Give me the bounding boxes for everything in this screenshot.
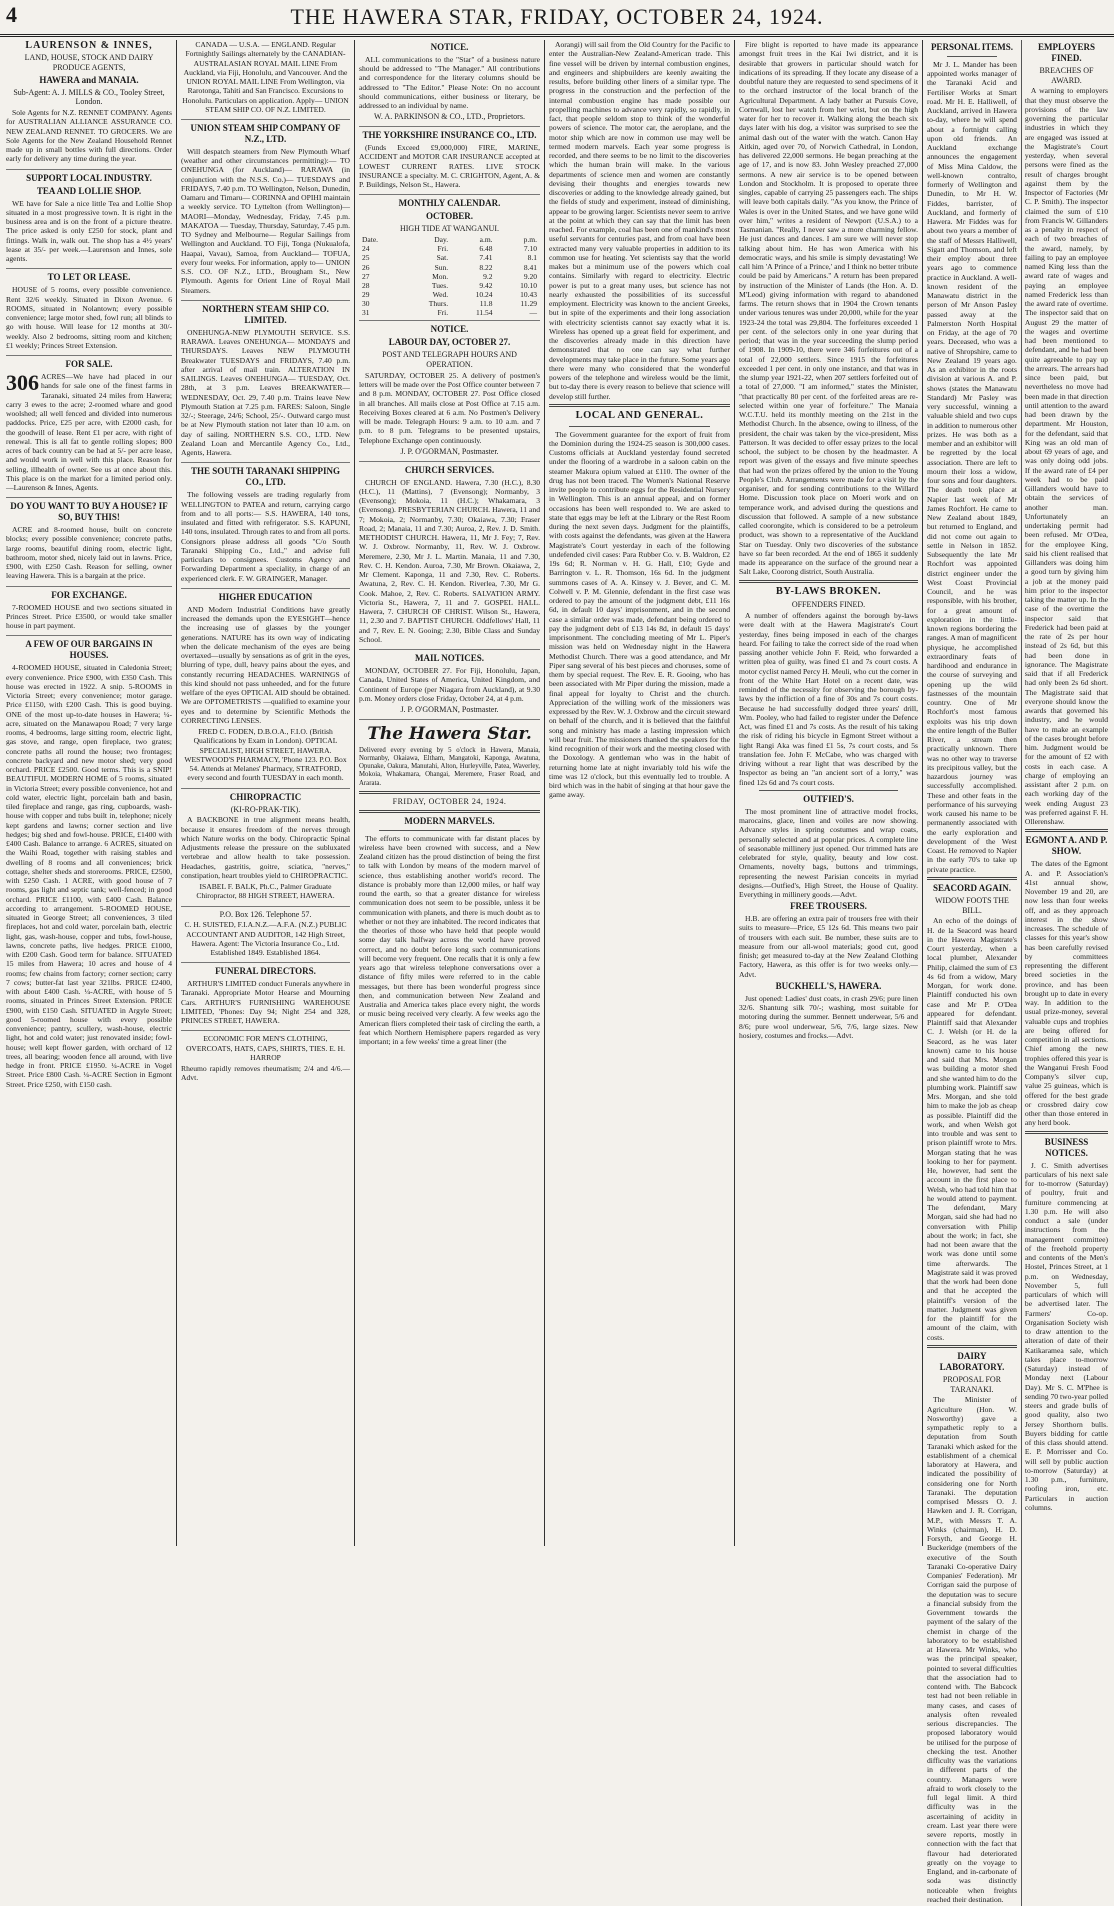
tide-cell: 8.1 bbox=[527, 253, 537, 263]
tide-table bbox=[359, 235, 540, 317]
tide-cell: 30 bbox=[362, 299, 370, 309]
higher-education-body: AND Modern Industrial Conditions have greatly increased the demands upon the EYESIGHT—hence the increasing use of glasses by the younger generations. NATURE has its own way of indicating when the delicate mechanism of the eyes are being overtaxed—usually by sensations as of grit in the eyes, blurring of type, dull, heavy pains about the eyes, and constantly recurring HEADACHES. WARNINGS of this kind should not pass unheeded, and for the future welfare of the eyes OPTICAL AID should be obtained. We are OPTOMETRISTS —qualified to examine your eyes and to determine by Scientific Methods the CORRECTING LENSES. bbox=[181, 604, 350, 725]
tide-cell: 9.20 bbox=[523, 271, 537, 281]
calendar-title: MONTHLY CALENDAR. bbox=[398, 198, 501, 209]
tide-cell: 9.42 bbox=[479, 280, 493, 290]
delivery-note: Delivered every evening by 5 o'clock in Hawera, Manaia, Normanby, Okaiawa, Eltham, Mangatoki, Kaponga, Awatuna, Opunake, Oakura, Manutahi, Alton, Hurleyville, Patea, Waverley, Mokoia, Whakamara, Ohangai, Meremere, Fraser Road, and Ararata. bbox=[359, 746, 540, 787]
tide-cell: 7.41 bbox=[479, 253, 493, 263]
higher-education-ad bbox=[181, 592, 350, 789]
column-6 bbox=[923, 40, 1112, 1904]
tide-cell: Fri. bbox=[437, 308, 449, 318]
to-let-body: HOUSE of 5 rooms, every possible convenience. Rent 32/6 weekly. Situated in Dixon Avenue. 6 ROOMS, situated in Nolantown; every possible convenience; large motor shed, fowl run; all blinds to go with house. Will lease for 12 months at 30/- weekly. Also 2 bedrooms, sitting room and kitchen; £1 weekly; Princes Street Extension. bbox=[6, 285, 172, 350]
tide-cell: 10.10 bbox=[520, 280, 537, 290]
outfieds-title: OUTFIED'S. bbox=[803, 793, 854, 804]
for-sale-body: ACRES—We have had placed in our hands for sale one of the finest farms in Taranaki, situated 24 miles from Hawera; carry 3 ewes to the acre; 2-roomed whare and good woolshed; all well fenced and divided into numerous paddocks. Price, £25 per acre, with £2000 cash, for the goodwill of lease. Rent £1 per acre, with right of renewal. This is all fat to gentle rolling slopes; 800 acres of back country can be had at 5/- per acre lease, and would work in well with this place. Reason for selling, illhealth of owner. See us at once about this. This place is on the market for a limited period only.—Laurenson & Innes, Agents. bbox=[6, 372, 172, 493]
notice-sign: W. A. PARKINSON & CO., LTD., Proprietors. bbox=[374, 112, 525, 122]
laurenson-name: LAURENSON & INNES, bbox=[25, 40, 153, 51]
tide-cell: 31 bbox=[362, 308, 370, 318]
egmont-body: The dates of the Egmont A. and P. Association's 41st annual show, November 19 and 20, are now less than four weeks off, and as they approach interest in the show increases. The schedule of classes for this year's show has been carefully revised by committees representing the different breed societies in the province, and has been brought up to date in every way. In addition to the usual prize-money, several valuable cups and trophies are being offered for competition in all sections. Chief among the new trophies offered this year is the Wanganui Fresh Food Company's silver cup, value 25 guineas, which is offered for the best grade or crossbred dairy cow other than those entered in any herd book. bbox=[1024, 859, 1108, 1128]
column-5 bbox=[735, 40, 923, 1546]
bylaws-sub: OFFENDERS FINED. bbox=[791, 600, 866, 610]
for-sale-acreage: 306 bbox=[6, 370, 39, 396]
tide-cell: 11.29 bbox=[520, 299, 537, 309]
tide-cell: Wed. bbox=[432, 289, 449, 299]
bylaws-title: BY-LAWS BROKEN. bbox=[775, 585, 882, 597]
column-2 bbox=[177, 40, 355, 1546]
dairy-body: The Minister of Agriculture (Hon. W. Nosworthy) gave a sympathetic reply to a deputation from South Taranaki which asked for the establishment of a chemical laboratory at Hawera, and indicated the possibility of considering one for North Taranaki. The deputation comprised Messrs O. J. Hawken and J. R. Corrigan, M.P., with Messrs T. A. Winks (chairman), H. D. Forsyth, and George H. Buckeridge (members of the executive of the South Taranaki Co-operative Dairy Companies' Federation). Mr Corrigan said the purpose of the deputation was to secure a financial subsidy from the Government towards the payment of the salary of the chemist in charge of the laboratory to be established at Hawera. Mr Winks, who was the principal speaker, pointed to several difficulties that the association had to contend with. The Babcock test had not been reliable in many cases, and cases of analysis often revealed serious discrepancies. The proposed laboratory would be utilised for the purpose of checking the test. Another difficulty was the variations in different parts of the country. Managers were afraid to work closely to the full legal limit. A third difficulty was in the ascertaining of acidity in cream. Last year there were severe reports, mostly in connection with the fact that flavour had deteriorated greatly on the voyage to England, and in-carbonate of soda was distinctly noticeable when freights reached their destination. bbox=[927, 1395, 1017, 1904]
tide-row bbox=[359, 281, 540, 290]
chiropractic-title: CHIROPRACTIC bbox=[229, 791, 302, 802]
tide-cell: 11.8 bbox=[479, 299, 493, 309]
support-ad bbox=[6, 173, 172, 270]
buckhells-body: Just opened: Ladies' dust coats, in crash 29/6; pure linen 32/6. Shantung silk 70/-; washing, most suitable for motoring during the summer. Bennett underwear, 5/6 and 8/6; pure wool underwear, 5/6, 7/6, large sizes. New hosiery, costumes and frocks.—Advt. bbox=[739, 993, 918, 1040]
personal-body: Mr J. L. Mander has been appointed works manager of the Taranaki Acid and Fertiliser Works at Smart road. Mr H. E. Halliwell, of Auckland, arrived in Hawera to-day, where he will spend about a fortnight calling upon old friends. An Auckland exchange announces the engagement of Miss Mina Caldow, the well-known contralto, formerly of Wellington and Dunedin, to Mr H. W. Fiddes, barrister, of Auckland, and formerly of Hawera. Mr Fiddes was for about two years a member of the staff of Messrs Halliwell, Sigatt and Thomson, and left their employ about three years ago to commence practice in Auckland. A well-known resident of the Manawatu district in the person of Mr Anson Pasley passed away at the Palmerston North Hospital on Friday, at the age of 70 years. Deceased, who was a native of Shropshire, came to New Zealand 19 years ago. As an exhibitor in the roots division at various A. and P. shows (states the Manawatu Standard) Mr Pasley was very successful, winning a valuable shield and two cups in addition to numerous other prizes. He was both as a member and an exhibitor will be regretted by the local association. There are left to mourn their loss a widow, four sons and four daughters. The death took place at Napier last week of Mr James Rochfort. He came to New Zealand about 1849, but returned to England, and did not come out again to settle in Nelson in 1852. Subsequently the late Mr Rochfort was appointed district engineer under the West Coast Provincial Council, and he was responsible, with his brother, for a great amount of exploration in the little-known regions bordering the ranges. A man of magnificent physique, he accomplished extraordinary feats of hardihood and endurance in the course of surveying and opening up the wild fastnesses of the mountain country. One of Mr Rochfort's most famous exploits was his trip down the entire length of the Buller River, a stream then practically unknown. There was no other way to traverse its precipitous valley, but the hazardous journey was successfully accomplished. These and other feats in the performance of his surveying work caused his name to be permanently associated with the early exploration and development of the West Coast. He removed to Napier in the early 70's to take up private practice. bbox=[927, 59, 1017, 874]
church-title: CHURCH SERVICES. bbox=[404, 464, 495, 475]
editorial-block bbox=[359, 724, 540, 1047]
tide-cell: 8.22 bbox=[479, 262, 493, 272]
foden-ad: FRED C. FODEN, D.B.O.A., F.I.O. (British Qualifications by Exam in London). OPTICAL SPECIALIST, HIGH STREET, HAWERA. WESTWOOD'S PHARMACY, 'Phone 123. P.O. Box 54. Attends at Melanes' Pharmacy, STRATFORD, every second and fourth TUESDAY in each month. bbox=[184, 727, 347, 783]
support-sub: TEA AND LOLLIE SHOP. bbox=[36, 185, 142, 196]
dairy-title: DAIRY LABORATORY. bbox=[939, 1350, 1005, 1372]
buy-house-heading: DO YOU WANT TO BUY A HOUSE? IF SO, BUY THIS! bbox=[10, 501, 168, 523]
dairy-sub: PROPOSAL FOR TARANAKI. bbox=[942, 1374, 1002, 1394]
employers-body: A warning to employers that they must observe the provisions of the law governing the particular industries in which they are engaged was issued at the Magistrate's Court yesterday, when several persons were fined as the result of charges brought against them by the Inspector of Factories (Mr C. P. Smith). The inspector claimed the sum of £10 from Francis W. Gillanders as a penalty in respect of each of two breaches of the award, namely, by failing to pay an employee named King less than the award rate of wages and paying an employee named Frederick less than the award rate of overtime. The inspector said that on August 29 the matter of the wages and overtime had been mentioned to defendant, and he had been quite agreeable to pay up the arrears. The arrears had since been paid, but nevertheless no move had been made in that direction until attention to the award had been drawn by the department. Mr Houston, for the defendant, said that King was an old man of about 69 years of age, and was only doing odd jobs. If the award rate of £4 per week had to be paid Gillanders would have to obtain the services of another man. Unfortunately an undertaking permit had been refused. Mr O'Dea, for the employee King, said his client realised that Gillanders was doing him a good turn by giving him a job at the money paid him prior to the inspector taking the matter up. In the case of the overtime the inspector said that Frederick had been paid at the rate of 2s per hour instead of 2s 6d, but this had been done in ignorance. The Magistrate said that if all Frederick had only been 2s 6d short. The Magistrate said that everyone should know the awards that governed his industry, and he would have to make an example of the cases brought before him. Judgment would be for the amount of £2 with costs in each case. A charge of employing an assistant after 2 p.m. on each working day of the week ending August 23 was preferred against F. H. Ollerenshaw. bbox=[1024, 86, 1108, 827]
tide-cell: Mon. bbox=[432, 271, 449, 281]
bargains-heading: A FEW OF OUR BARGAINS IN HOUSES. bbox=[25, 639, 153, 661]
tide-row bbox=[359, 253, 540, 262]
trousers-title: FREE TROUSERS. bbox=[790, 901, 867, 912]
laurenson-ad bbox=[6, 40, 172, 170]
buckhells-title: BUCKHELL'S, HAWERA. bbox=[775, 980, 882, 991]
masthead-title: THE HAWERA STAR, FRIDAY, OCTOBER 24, 1924. bbox=[290, 4, 824, 29]
notice-title: NOTICE. bbox=[430, 42, 469, 52]
rheumo-advt: Rheumo rapidly removes rheumatism; 2/4 and 4/6.—Advt. bbox=[181, 1064, 350, 1083]
tide-cell: Sun. bbox=[434, 262, 449, 272]
south-taranaki-body: The following vessels are trading regularly from WELLINGTON to PATEA and return, carrying cargo from and to all ports:— S.S. HAWERA, 140 tons, insulated and fitted with refrigerator. S.S. KAPUNI, 140 tons, insulated. Through rates to and from all ports. Consignors please address all goods "C/o South Taranaki Shipping Co., Ltd.," and advise full particulars to consignees. Customs Agency and Forwarding Department a speciality, in charge of an experienced clerk. F. W. GRAINGER, Manager. bbox=[181, 490, 351, 583]
funeral-title: FUNERAL DIRECTORS. bbox=[215, 966, 316, 977]
modern-marvels-body: The efforts to communicate with far distant places by wireless have been crowned with success, and a New Zealand citizen has the proud distinction of being the first to talk with London by means of the modern marvel of science, thus establishing another world's record. The distance is probably more than 12,000 miles, or half way round the earth, so that a greater distance for wireless communication does not seem to be possible, unless it be communication with planets, and there is much doubt as to whether or not they are inhabited. The record indicates that the theories of those who have held that people would some day talk halfway across the world have proved correct, and no doubt before long such communications will become very frequent. One recalls that it is only a few years ago that wireless telephone conversations over a distance of fifty miles were referred to in the cable messages, but there has been wonderful progress since then, and communication between New Zealand and Australia and America takes place every night, the words or music being received very clearly. A few weeks ago the American fliers completed their task of circling the earth, a feat which Northern Hemisphere papers regarded as very important; in a few weeks' time a great liner (the bbox=[359, 833, 540, 1047]
tide-cell: Sat. bbox=[436, 253, 449, 263]
calendar-month: OCTOBER. bbox=[425, 211, 474, 222]
exchange-heading: FOR EXCHANGE. bbox=[51, 589, 127, 600]
tide-cell: 10.24 bbox=[475, 289, 493, 299]
funeral-ad bbox=[181, 966, 350, 1031]
column-1 bbox=[2, 40, 177, 1546]
business-body: J. C. Smith advertises particulars of his next sale for to-morrow (Saturday) of poultry, fruit and furniture commencing at 1.30 p.m. He will also conduct a sale (under instructions from the management committee) of the freehold property and contents of the Men's Hostel, Princes Street, at 1 p.m. on Wednesday, November 5, full particulars of which will be advertised later. The Farmers' Co-op. Organisation Society wish to draw attention to the alteration of date of their Katikaramea sale, which takes place to-morrow (Saturday) instead of Monday next (Labour Day). Mr S. C. M'Phee is sending 70 two-year polled steers and grade bulls of good quality, also two Jersey Shorthorn bulls. Buyers bidding for cattle of this class should attend. E. P. Morrisser and Co. will sell by public auction to-morrow (Saturday) at 1.30 p.m., furniture, roofing iron, etc. Particulars in auction columns. bbox=[1024, 1160, 1108, 1512]
tide-cell: 24 bbox=[362, 244, 370, 254]
tide-row bbox=[359, 263, 540, 272]
canada-body: CANADA — U.S.A. — ENGLAND. Regular Fortnightly Sailings alternately by the CANADIAN-AUSTRALASIAN ROYAL MAIL LINE From Auckland, via Fiji, Honolulu, and Vancouver. And the UNION ROYAL MAIL LINE From Wellington, via Rarotonga, Tahiti and San Francisco. Excursions to Honolulu. Particulars on application. Apply— UNION STEAM SHIP CO. OF N.Z. LIMITED. bbox=[182, 40, 349, 114]
tide-cell: 9.2 bbox=[483, 271, 493, 281]
laurenson-agents: Sub-Agent: A. J. MILLS & CO., Tooley Street, London. bbox=[13, 87, 165, 107]
buy-house-ad bbox=[6, 501, 172, 586]
tide-cell: 28 bbox=[362, 280, 370, 290]
seacord-body: An echo of the doings of H. de la Seacord was heard in the Hawera Magistrate's Court yesterday, when a local plumber, Alexander Philip, claimed the sum of £3 4s 6d from a widow, Mary Morgan, for work done. Plaintiff conducted his own case and Mr P. O'Dea appeared for defendant. Plaintiff said that Alexander C. J. Welsh (or H. de la Seacord, as he was later known) came to his house and said that Mrs. Morgan was building a motor shed and she wanted him to do the plumbing work. Plaintiff saw Mrs. Morgan, and she told him to make the job as cheap as possible. Plaintiff did the work, and when Welsh got into trouble and was sent to prison plaintiff wrote to Mrs. Morgan stating that he was looking to her for payment. He, however, had sent the account in the first place to Welsh, who had told him that he would attend to payment. The defendant, Mary Morgan, said she had had no conversation with Philip about the work; in fact, she had not been aware that the work was done until some time afterwards. The Magistrate said it was proved that the work had been done and that he accepted the plaintiff's version of the matter. Judgment was given for the plaintiff for the amount of the claim, with costs. bbox=[927, 916, 1017, 1342]
col6-right bbox=[1021, 40, 1108, 1906]
labour-sign: J. P. O'GORMAN, Postmaster. bbox=[400, 446, 499, 456]
chiropractic-body: A BACKBONE in true alignment means health, because it ensures freedom of the nerves through which Nature works on the body. Chiropractic Spinal Adjustments release the pressure on the subluxated vertebrae and allow health to take possession. Headaches, gastritis, goitre, sciatica, "nerves," constipation, heart troubles yield to CHIROPRACTIC. bbox=[181, 815, 350, 880]
bargains-ad bbox=[6, 639, 172, 1093]
tide-row bbox=[359, 299, 540, 308]
northern-body: ONEHUNGA-NEW PLYMOUTH SERVICE. S.S. RARAWA. Leaves ONEHUNGA— MONDAYS and THURSDAYS. Leaves NEW PLYMOUTH Breakwater TUESDAYS and FRIDAYS, 7.40 p.m. after arrival of mail train. ALTERATION IN SAILINGS. Leaves ONEHUNGA— TUESDAY, Oct. 28th, at 3 p.m. Leaves BREAKWATER— WEDNESDAY, Oct. 29, 7.40 p.m. Trains leave New Plymouth Station at 7.25 p.m. FARES: Saloon, Single 32/-; Steerage, 24/6; School, 25/-. Outward cargo must be at New Plymouth station not later than 10 a.m. on day of sailing. NORTHERN S.S. CO., LTD. New Zealand Loan and Mercantile Agency Co., Ltd., Agents, Hawera. bbox=[181, 327, 350, 458]
for-sale-ad bbox=[6, 359, 172, 498]
higher-education-title: HIGHER EDUCATION bbox=[218, 591, 313, 602]
seacord-title: SEACORD AGAIN. bbox=[932, 882, 1011, 893]
to-let-ad bbox=[6, 272, 172, 356]
harrop-ad bbox=[181, 1034, 350, 1087]
union-body: Will despatch steamers from New Plymouth Wharf (weather and other circumstances permitting):— TO ONEHUNGA (for Auckland)— RARAWA (in conjunction with the N.S.S. Co.)— TUESDAYS and FRIDAYS, 7.40 p.m. TO Wellington, Nelson, Dunedin, Oamaru and Timaru— CORINNA and OPIHI maintain a weekly service. TO Lyttelton (from Wellington)— MAORI—Monday, Wednesday, Friday, 7.45 p.m. MAKATOA — Tuesday, Thursday, Saturday, 7.45 p.m. TO Sydney and Melbourne— Regular Sailings from Wellington and Auckland. TO Fiji, Tonga (Nukualofa, Haapai, Vavau), Samoa, from Auckland— TOFUA, every four weeks. For information, apply to— UNION S.S. CO. OF N.Z., LTD., Brougham St., New Plymouth. Agents for Orient Line of Royal Mail Steamers. bbox=[181, 146, 350, 295]
harrop-body: ECONOMIC FOR MEN'S CLOTHING, OVERCOATS, HATS, CAPS, SHIRTS, TIES. E. H. HARROP bbox=[185, 1034, 346, 1062]
trousers-body: H.B. are offering an extra pair of trousers free with their suits to measure—Price, £5 12s 6d. This means two pair of trousers with each suit. Be number, these suits are to measure from our all-wool materials; good cut, good finish; get measured to-day at the New Zealand Clothing Factory, Hawera, as this offer is for two weeks only.—Advt. bbox=[739, 914, 918, 979]
seacord-sub: WIDOW FOOTS THE BILL. bbox=[935, 895, 1009, 915]
yorkshire-body: (Funds Exceed £9,000,000) FIRE, MARINE, ACCIDENT and MOTOR CAR INSURANCE accepted at LOWEST CURRENT RATES. LIVE STOCK INSURANCE a specialty. M. C. CRIGHTON, Agent, A. & P. Buildings, Nelson St., Hawera. bbox=[359, 143, 540, 190]
yorkshire-ad bbox=[359, 130, 540, 195]
newspaper-nameplate: The Hawera Star. bbox=[367, 723, 532, 744]
laurenson-body: Sole Agents for N.Z. RENNET COMPANY. Agents for AUSTRALIAN ALLIANCE ASSURANCE CO. NEW ZEALAND RENNET. TO GROCERS. We are Sole Agents for the New Zealand Household Rennet made up in small bottles with full directions. Order early for delivery any time during the year. bbox=[6, 108, 172, 164]
tide-cell: Fri. bbox=[437, 244, 449, 254]
tide-header: Day. bbox=[434, 235, 449, 245]
calendar-block bbox=[359, 198, 540, 321]
tide-cell: Tues. bbox=[431, 280, 449, 290]
support-body: WE have for Sale a nice little Tea and Lollie Shop situated in a most progressive town. It is right in the business area and is on the front of a picture theatre. The price asked is only £250 for stock, plant and fittings. Walk in, walk out. The shop has a 4½ years' lease at 35/- per week.—Laurenson and Innes, sole agents. bbox=[6, 198, 172, 264]
suisted-body: C. H. SUISTED, F.I.A.N.Z.—A.F.A. (N.Z.) PUBLIC ACCOUNTANT AND AUDITOR, 142 High Street, Hawera. Agent: The Victoria Insurance Co., Ltd. Established 1849. Established 1864. bbox=[184, 920, 347, 957]
columns bbox=[2, 40, 1112, 1904]
notice-block bbox=[359, 42, 540, 127]
business-title: BUSINESS NOTICES. bbox=[1044, 1136, 1089, 1158]
tide-row bbox=[359, 272, 540, 281]
support-heading: SUPPORT LOCAL INDUSTRY. bbox=[26, 172, 152, 183]
exchange-ad bbox=[6, 590, 172, 637]
tide-cell: 8.41 bbox=[523, 262, 537, 272]
tide-cell: 10.43 bbox=[520, 289, 537, 299]
yorkshire-title: THE YORKSHIRE INSURANCE CO., LTD. bbox=[362, 130, 537, 141]
northern-title: NORTHERN STEAM SHIP CO. LIMITED. bbox=[202, 303, 329, 325]
local-general-body: The Government guarantee for the export of fruit from the Dominion during the 1924-25 season is 300,000 cases. Customs officials at Auckland yesterday found secreted under the flooring of a wardrobe in a saloon cabin on the steamer Makura opium valued at £110. The owner of the drug has not been traced. The Women's National Reserve invite people to contribute eggs for the Residential Nursery in Wellington. This is an annual appeal, and on former occasions has been well responded to. We are asked to state that eggs may be left at the Library or the Rest Room during the next seven days. Judgment for the plaintiffs, with costs against the defendants, was given at the Hawera Magistrate's Court yesterday in each of the following undefended civil cases: Para Rubber Co. v. B. Waldron, £2 19s 6d; R. Norman v. H. G. Hall, £10; Gyde and Barrington v. L. R. Thomson, 16s 6d. In the judgment summons cases of A. A. Kinsey v. J. Bever, and C. M. Colwell v. P. M. Glennie, defendant in the first case was ordered to pay the amount of the judgment debt, £11 16s 6d, in default 10 days' imprisonment, and in the second case a similar order was made, defendant being ordered to pay the judgment debt of £13 14s 8d, in default 15 days' imprisonment. The concluding meeting of Mr L. Piper's mission was held on Wednesday night in the Hawera Methodist Church. There was a good attendance, and Mr Piper sang several of his best pieces and choruses, some of them by special request. The Rev. E. R. Gooing, who has been associated with Mr Piper during the mission, made a final appeal for loyalty to Christ and the church. Appreciation of the willing work of the missioners was expressed by the Rev. W. J. Oxbrow and the circuit steward on behalf of the church, and it is believed that the faithful song and ministry has made a lasting impression which will bear fruit. The missioners thanked the speakers for the kind recognition of their work and the meeting closed with the Doxology. A gentleman who was in the habit of returning home late at night invariably told his wife the time was 12 o'clock, but this eventually led to trouble. A bird which was in the habit of singing at that hour gave the game away. bbox=[549, 429, 730, 800]
col6-split bbox=[927, 40, 1108, 1906]
church-services bbox=[359, 465, 540, 650]
laurenson-place: HAWERA and MANAIA. bbox=[39, 74, 139, 85]
canada-ad bbox=[181, 40, 350, 120]
labour-day-notice bbox=[359, 324, 540, 461]
buy-house-body: ACRE and 8-roomed house, built on concrete blocks; every possible convenience; concrete paths, large rooms, beautiful dining room, electric light, bathroom, motor shed, nicely laid out in lawns. Price, £900, with £250 Cash. Reason for selling, owner leaving Hawera. This is a bargain at the price. bbox=[6, 525, 172, 581]
labour-sub: LABOUR DAY, OCTOBER 27. bbox=[388, 337, 511, 348]
personal-title: PERSONAL ITEMS. bbox=[930, 42, 1013, 52]
labour-title: NOTICE. bbox=[430, 324, 469, 335]
egmont-title: EGMONT A. AND P. SHOW. bbox=[1025, 835, 1108, 857]
editorial-date: FRIDAY, OCTOBER 24, 1924. bbox=[392, 796, 507, 806]
exchange-body: 7-ROOMED HOUSE and two sections situated in Princes Street. Price £3500, or would take smaller house in part payment. bbox=[6, 602, 172, 631]
column-4 bbox=[545, 40, 735, 1546]
employers-title: EMPLOYERS FINED. bbox=[1037, 42, 1095, 63]
tide-rows bbox=[359, 244, 540, 317]
mail-sign: J. P. O'GORMAN, Postmaster. bbox=[400, 705, 499, 715]
bargains-body: 4-ROOMED HOUSE, situated in Caledonia Street; every convenience. Price £900, with £350 Cash. This house was erected in 1922. A snip. 5-ROOMS in Victoria Street; every convenience; motor garage. Price £1150, with £200 Cash. This is good buying. ONE of the most up-to-date houses in Hawera; ¼-acre, situated on the Manawapou Road; 7 very large rooms, 4 bedrooms, large sitting room, electric light, gas stove, and range, open fireplace, two grates; concrete paths all round the house; two frontages; concrete backyard and new motor shed; very good orchard. PRICE £2500. Good terms. This is a SNIP! BEAUTIFUL MODERN HOME of 5 rooms, situated in Victoria Street; every possible convenience, hot and cold water, electric light, porcelain bath and basin, tiled fireplace and range, gas ring, cupboards, wash-house with copper and tubs built in, telephone; nicely kept gardens and lawns; corner section and live hedges; big shed and fowl-house. PRICE, £1400 with £400 Cash. Balance to arrange. 6 ACRES, situated on the Waihi Road, together with raising stables and dwelling of 8 rooms and all conveniences; brick cottage, shelter sheds and storerooms. PRICE, £2500, with £250 Cash. 1 ACRE, with good house of 7 rooms, gas light and septic tank; well-fenced; in good orchard. PRICE £1100, with £400 Cash. Balance according to arrangement. 5-ROOMED HOUSE, situated in George Street; all conveniences, 3 tiled fireplaces, hot and cold water, porcelain bath, electric light, gas, wash-house, copper and tubs, fowl-house, lawns, concrete paths, live hedges. PRICE £1000, with £200 Cash. Good term for balance. SITUATED 15 miles from Hawera; 10 acres and house of 4 rooms; few chains from factory; corner section; carry 7 cows; butter-fat last year 321lbs. PRICE £2400, with about £400 Cash. ¼-ACRE, with house of 5 rooms, situated in Princes Street Extension. PRICE £900, with £150 Cash. SITUATED in Argyle Street; good 5-roomed house with every possible convenience; pantry, scullery, wash-house, electric light, hot and cold water; just renovated inside; fowl-house; well kept flower garden, with orchard of 12 trees, all bearing; wooden fence all around, with live hedge in front. PRICE £1950. ¼-ACRE in Vogel Street. Price £800 Cash. ¼-ACRE Section in Egmont Street. Price £250, with £150 cash. bbox=[6, 663, 172, 1089]
tide-cell: 26 bbox=[362, 262, 370, 272]
labour-body: SATURDAY, OCTOBER 25. A delivery of postmen's letters will be made over the Post Office counter between 7 and 8 p.m. MONDAY, OCTOBER 27. Post Office closed in all branches. All mails close at Post Office at 7.15 a.m. Receiving Boxes cleared at 6 a.m. No Postmen's Delivery will be made. Telegraph Hours: 9 a.m. to 10 a.m. and 7 p.m. to 8 p.m. Telegrams to be presented upstairs, Telephone Exchange open continuously. bbox=[359, 370, 540, 445]
union-title: UNION STEAM SHIP COMPANY OF N.Z., LTD. bbox=[190, 123, 341, 144]
col6-left bbox=[927, 40, 1017, 1906]
page-number: 4 bbox=[6, 2, 17, 27]
to-let-heading: TO LET OR LEASE. bbox=[47, 272, 131, 283]
notice-body: ALL communications to the "Star" of a business nature should be addressed to "The Manager." All contributions and correspondence for the literary columns should be addressed to "The Editor." Please Note: On no account should communications, either business or literary, be addressed to an individual by name. bbox=[359, 54, 540, 111]
mail-body: MONDAY, OCTOBER 27. For Fiji, Honolulu, Japan, Canada, United States of America, United Kingdom, and Continent of Europe (per Niagara from Auckland), at 9.30 p.m. Money orders close Friday, October 24, at 4 p.m. bbox=[359, 666, 540, 703]
tide-row bbox=[359, 308, 540, 317]
tide-header-row bbox=[359, 235, 540, 244]
outfieds-body: The most prominent line of attractive model frocks, marocains, glace, linen and voiles are now showing. Advance styles in spring costumes and wrap coats, personally selected and at popular prices. A complete line of seasonable millinery just opened. Our trimmed hats are celebrated for style, quality, beauty and low cost. Ornaments, novelty bags, buttons and trimmings, representing the newest Parisian conceits in myriad designs.—Outfied's, High Street, the House of Quality. Everything in millinery goods.—Advt. bbox=[739, 806, 918, 900]
balk-ad: ISABEL F. BALK, Ph.C., Palmer Graduate Chiropractor, 88 HIGH STREET, HAWERA. bbox=[196, 882, 335, 901]
news-items: Fire blight is reported to have made its appearance amongst fruit trees in the Kai Iwi district, and it is desirable that growers in particular should watch for indications of its spreading. If they locate any disease of a doubtful nature they are requested to send specimens of it to the orchard instructor of the local branch of the Agricultural Department. A lady bather at Pursuis Cove, Cornwall, lost her watch from her wrist, but on the high water for her to recover it. Walking along the beach six days later with his dog, a visitor was surprised to see the animal dash out of the water with the watch. Canon Hay Aitkin, aged over 70, of Norwich Cathedral, in London, has delivered 22,000 sermons. He began preaching at the age of 17, and is now 83. John Wesley preached 27,000 sermons. A new air service is to be opened between London and Stockholm. It is proposed to operate three singles, capable of carrying 25 passengers each. The ships will leave both capitals daily. "As you know, the Prince of Wales is over in the United States, and we have gone wild over him," writes a resident of Newport (U.S.A.) to a Tasmanian. "Really, I never saw a more charming fellow. He just dances and dances. I am sure we will never stop talking about him. He has won America with his democratic ways, and his smile is simply devastating! We call him 'A Prince of a Prince,' and I think no better tribute could be paid by Americans." A return has been prepared by instruction of the Minister of Lands (the Hon. A. D. M'Leod) giving information with regard to abandoned farms. The return shows that in 1904 the Crown tenants under various tenures was under 20,000, while for the year 1923-24 the total was 29,804. The forfeitures exceeded 1 per cent. of the selectors only in one year during that period; that was in the year succeeding the slump period of 1908. In 1909-10, there were 346 forfeitures out of a total of 22,000 settlers. Since 1915 the forfeitures exceeded 1 per cent. in only one instance, and that was in the slump year 1921-22, when 207 settlers forfeited out of a total of 27,000. "I am informed," states the Minister, "that practically 80 per cent. of the forfeited areas are re-selected within one year of forfeiture." The Manaia W.C.T.U. held its monthly meeting on the 21st in the Methodist Church. In the absence, owing to illness, of the president, the chair was taken by the vice-president, Miss Patterson. It was decided to offer essay prizes to the local school, the subject to be chosen by the headmaster. A report was given of the essays and five minute speeches that had won the prizes offered by the union to the Young People's Club. Arrangements were made for a visit by the organiser, and for sending contributions to the Willard Home. Discussion took place on Moeri work and on temperance work, and advised during the questions and discussion that followed. A sample of a new substance called coorongite, which is considered to be a petroleum product, was shown to a representative of the Auckland Star on Tuesday. Only two discoveries of the substance have so far been recorded. At the end of 1865 it suddenly made its appearance on the surface of the ground near a Salt Lake, Coorong district, South Australia. bbox=[739, 40, 918, 577]
suisted-ad bbox=[181, 910, 350, 964]
employers-sub: BREACHES OF AWARD. bbox=[1039, 65, 1094, 85]
tide-cell: 7.10 bbox=[523, 244, 537, 254]
column-3 bbox=[355, 40, 545, 1546]
south-taranaki-ad bbox=[181, 466, 350, 588]
tide-header: Date. bbox=[362, 235, 379, 245]
labour-sub2: POST AND TELEGRAPH HOURS AND OPERATION. bbox=[382, 350, 517, 370]
tide-row bbox=[359, 290, 540, 299]
south-taranaki-title: THE SOUTH TARANAKI SHIPPING CO., LTD. bbox=[191, 466, 340, 488]
union-ad bbox=[181, 123, 350, 301]
funeral-body: ARTHUR'S LIMITED conduct Funerals anywhere in Taranaki. Appropriate Motor Hearse and Mourning Cars. ARTHUR'S FURNISHING WAREHOUSE LIMITED, 'Phones: Day 94; Night 254 and 328, PRINCES STREET, HAWERA. bbox=[181, 979, 350, 1026]
tide-cell: 6.48 bbox=[479, 244, 493, 254]
masthead bbox=[0, 0, 1114, 37]
bylaws-body: A number of offenders against the borough by-laws were dealt with at the Hawera Magistrate's Court yesterday, fines being imposed in each of the charges heard. For failing to take the correct side of the road when passing another vehicle John F. Reid, who forwarded a written plea of guilty, was fined £1 and 7s court costs. A motor cyclist named Percy H. Meuli, who cut the corner in front of the White Hart Hotel on a recent date, was reminded of the necessity for observing the borough by-laws by the infliction of a fine of 30s and 7s court costs. Because he had successfully dodged three years' drill, Wm. Pooley, who had failed to register under the Defence Act, was fined £1 and 7s costs. As the result of his taking the risk of riding his bicycle in Egmont Street without a light Rangi Aka was fined £1 5s, 7s court costs, and 5s translation fee. John F. McCabe, who was charged with driving without a rear light that was described by the Inspector as being an "an ancient sort of a lorry," was fined 12s 6d and 7s court costs. bbox=[739, 611, 918, 787]
tide-cell: — bbox=[529, 308, 537, 318]
church-body: CHURCH OF ENGLAND. Hawera, 7.30 (H.C.), 8.30 (H.C.), 11 (Mattins), 7 (Evensong); Normanby, 3 (Evensong); Mokoia, 11 (H.C.); Whakamara, 3 (Evensong). PRESBYTERIAN CHURCH. Hawera, 11 and 7; Mokoia, 2; Normanby, 7.30; Okaiawa, 7.30; Fraser Road, 2; Manaia, 11 and 7.30; Auroa, 2, Rev. J. D. Smith. METHODIST CHURCH. Hawera, 11, Mr J. Fey; 7, Rev. W. J. Oxbrow. Normanby, 11, Rev. W. J. Oxbrow. Meremere, 2.30, Mr J. L. Martin. Manaia, 11 and 7.30, Rev. C. H. Kendon. Auroa, 7.30, Mr Brown. Okaiawa, 2, Mr Clement. Kaponga, 11 and 7.30, Rev. C. Roberts. Awatuna, 2, Rev. C. H. Kendon. Riverlea, 7.30, Mr G. Cook. Mahoe, 2, Rev. C. Roberts. SALVATION ARMY. Victoria St., Hawera, 7, 11 and 7. GOSPEL HALL. Hawera, 7. CHURCH OF CHRIST. Wilson St., Hawera, 11, 2.30 and 7. BAPTIST CHURCH. Oddfellows' Hall, 11 and 7, Rev. E. N. Gooing; 2.30, Bible Class and Sunday School. bbox=[359, 477, 540, 644]
northern-ad bbox=[181, 304, 350, 463]
mail-title: MAIL NOTICES. bbox=[414, 653, 485, 664]
tide-cell: 27 bbox=[362, 271, 370, 281]
tide-header: a.m. bbox=[479, 235, 493, 245]
tide-row bbox=[359, 244, 540, 253]
tide-cell: 29 bbox=[362, 289, 370, 299]
modern-marvels-title: MODERN MARVELS. bbox=[404, 815, 495, 826]
local-general-title: LOCAL AND GENERAL. bbox=[575, 409, 704, 421]
chiropractic-ad bbox=[181, 792, 350, 907]
tide-cell: 25 bbox=[362, 253, 370, 263]
tide-cell: 11.54 bbox=[475, 308, 493, 318]
for-sale-heading: FOR SALE. bbox=[65, 359, 113, 370]
tide-header: p.m. bbox=[523, 235, 537, 245]
tide-cell: Thurs. bbox=[428, 299, 449, 309]
mail-notices bbox=[359, 653, 540, 720]
calendar-sub: HIGH TIDE AT WANGANUI. bbox=[399, 224, 500, 234]
chiropractic-sub: (KI-RO-PRAK-TIK). bbox=[230, 804, 301, 814]
laurenson-trade: LAND, HOUSE, STOCK AND DAIRY PRODUCE AGENTS, bbox=[24, 53, 154, 72]
suisted-contact: P.O. Box 126. Telephone 57. bbox=[219, 909, 312, 919]
modern-marvels-continued: Aorangi) will sail from the Old Country for the Pacific to enter the Australian-New Zealand-American trade. This fine vessel will be driven by internal combustion engines, and engineers and shipbuilders are keenly awaiting the results, before building other liners of a similar type. The progress in the construction and the perfection of the internal combustion engine has made possible our propelling machines to advance very rapidly, so rapidly, in fact, that people seldom stop to think of the wonderful powers of science. The motor car, the aeroplane, and the motor ship which are now in common use may well be termed modern marvels. Each year some progress is recorded, and there seems to be no limit to the discoveries which the human brain will make. In the various departments of science men and women are constantly devising their thoughts and energies towards new discoveries or adding to the knowledge already gained, but the fields of study and experiment, instead of diminishing, appear to be growing larger. Scientists never seem to arrive at the point at which they can say that the limit has been reached. For example, coal has been one of mankind's most useful servants for centuries past, and from coal have been extracted many very valuable properties in addition to its common use for heating. Yet scientists say that the world makes but a minimum use of the powers which coal contains. Similarly with regard to electricity. Electric power is put to a great many uses, but science has not nearly exhausted the possibilities of its successful employment. Electricity was known to the ancient Greeks, but in spite of the experiments and their long association with electricity scientists cannot say exactly what it is. Wireless has opened up a great field for experiment, and the discoveries already made in this direction have demonstrated that no one can say what further developments may take place in the future. Some years ago there were many who considered that the wonderful powers of the telephone and wireless would be the limit, but to-day there is every reason to believe that science will develop still further. bbox=[549, 40, 730, 401]
